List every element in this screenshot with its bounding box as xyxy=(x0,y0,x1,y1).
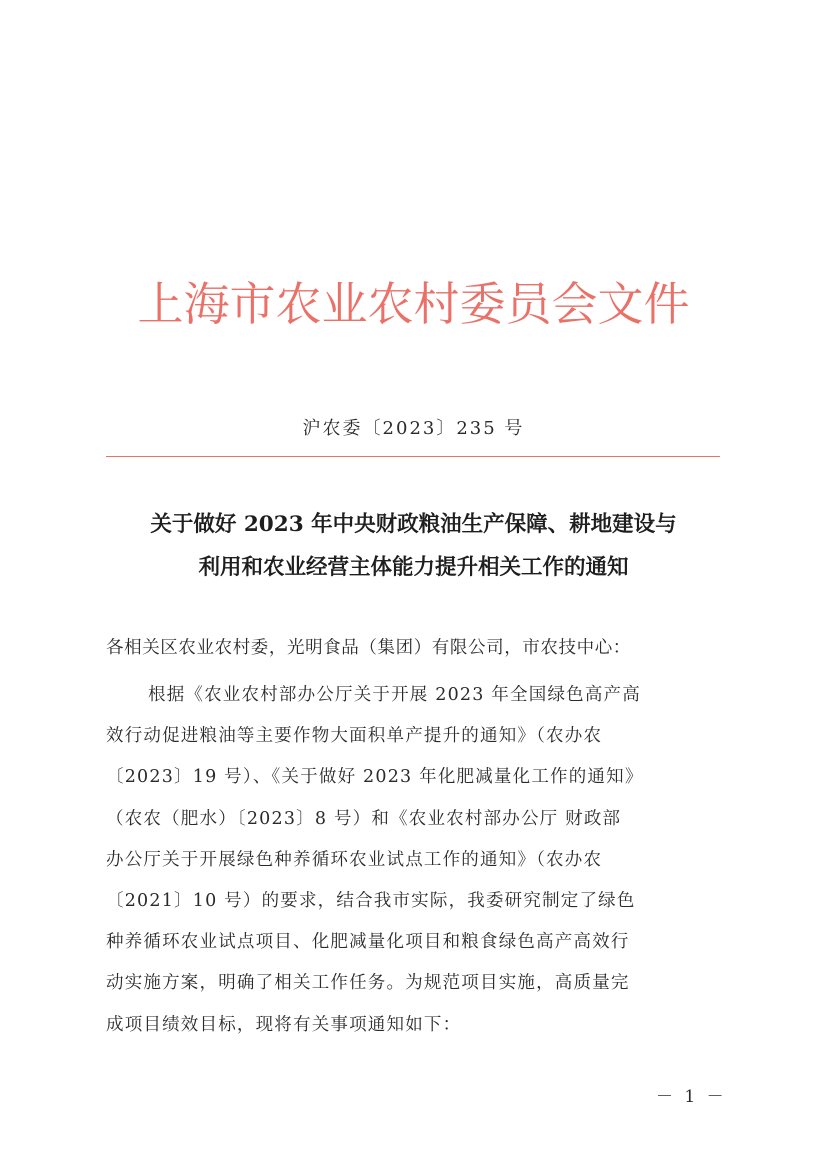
salutation: 各相关区农业农村委，光明食品（集团）有限公司，市农技中心： xyxy=(106,638,631,658)
body-line: 〔2023〕19 号）、《关于做好 2023 年化肥减量化工作的通知》 xyxy=(106,767,644,788)
document-number: 沪农委〔2023〕235 号 xyxy=(302,418,525,439)
body-paragraph xyxy=(106,675,726,1046)
body-line: 动实施方案，明确了相关工作任务。为规范项目实施，高质量完 xyxy=(106,973,630,994)
body-line: 效行动促进粮油等主要作物大面积单产提升的通知》（农办农 xyxy=(106,726,603,747)
page-number: － 1 － xyxy=(656,1087,727,1107)
document-title-line-1: 关于做好 2023 年中央财政粮油生产保障、耕地建设与 xyxy=(150,512,677,537)
document-title xyxy=(90,503,737,589)
body-line: 〔2021〕10 号）的要求，结合我市实际，我委研究制定了绿色 xyxy=(106,890,636,911)
body-line: 根据《农业农村部办公厅关于开展 2023 年全国绿色高产高 xyxy=(148,685,641,705)
document-title-line-2: 利用和农业经营主体能力提升相关工作的通知 xyxy=(198,555,629,580)
issuer-heading: 上海市农业农村委员会文件 xyxy=(137,277,690,331)
body-line: （农农（肥水）〔2023〕8 号）和《农业农村部办公厅 财政部 xyxy=(106,808,622,829)
body-line: 办公厅关于开展绿色种养循环农业试点工作的通知》（农办农 xyxy=(106,849,603,870)
body-line: 成项目绩效目标，现将有关事项通知如下： xyxy=(106,1014,462,1035)
red-divider-line xyxy=(106,456,720,457)
body-line: 种养循环农业试点项目、化肥减量化项目和粮食绿色高产高效行 xyxy=(106,932,630,953)
